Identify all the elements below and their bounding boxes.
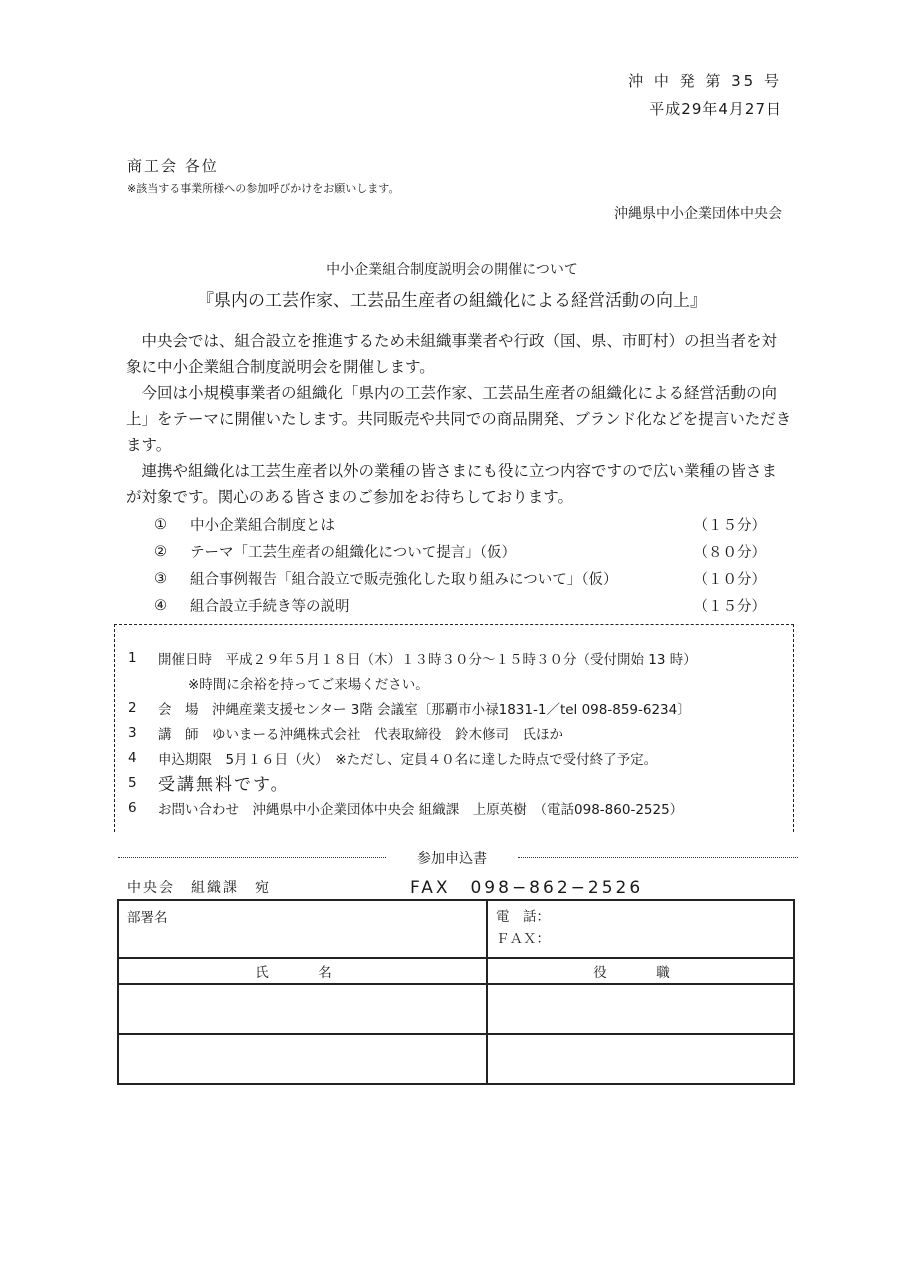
addressee: 商工会 各位 [127, 157, 219, 175]
document-number: 沖 中 発 第 35 号 [628, 72, 782, 90]
info-deadline: 申込期限 5月１６日（火） ※ただし、定員４０名に達した時点で受付終了予定。 [158, 751, 658, 768]
agenda-duration: （１０分） [693, 572, 766, 588]
agenda-number: ① [154, 516, 167, 533]
dept-field[interactable] [118, 900, 487, 958]
info-number: 2 [128, 699, 137, 716]
info-number: 3 [128, 724, 137, 741]
agenda-text: 中小企業組合制度とは [190, 518, 335, 534]
agenda-item [154, 565, 766, 592]
agenda-duration: （１５分） [693, 599, 766, 615]
document-subtitle: 『県内の工芸作家、工芸品生産者の組織化による経営活動の向上』 [197, 291, 707, 311]
agenda-text: 組合事例報告「組合設立で販売強化した取り組みについて」（仮） [190, 572, 618, 588]
info-number: 4 [128, 749, 137, 766]
fax-number: FAX 098−862−2526 [410, 878, 644, 898]
info-row [128, 645, 697, 670]
application-form [117, 899, 795, 1085]
form-title: 参加申込書 [417, 851, 487, 867]
name-header: 氏 名 [118, 958, 487, 984]
form-recipient: 中央会 組織課 宛 [127, 880, 271, 896]
info-row [128, 720, 697, 745]
event-info-list [128, 645, 697, 820]
form-entry-row [118, 1034, 794, 1084]
agenda-number: ② [154, 543, 167, 560]
info-number: 6 [128, 799, 137, 816]
info-row [128, 695, 697, 720]
position-header: 役 職 [487, 958, 794, 984]
form-entry-row [118, 984, 794, 1034]
agenda-item [154, 511, 766, 538]
info-datetime-note: ※時間に余裕を持ってご来場ください。 [188, 676, 429, 693]
agenda-text: テーマ「工芸生産者の組織化について提言」（仮） [190, 545, 516, 561]
info-contact: お問い合わせ 沖縄県中小企業団体中央会 組織課 上原英樹 （電話098-860-2525） [158, 801, 684, 818]
info-number: 1 [128, 649, 137, 666]
fax-label: ＦＡＸ： [496, 931, 550, 947]
body-paragraph: 今回は小規模事業者の組織化「県内の工芸作家、工芸品生産者の組織化による経営活動の向上」をテーマに開催いたします。共同販売や共同での商品開発、ブランド化などを提言いただきます。 [126, 384, 792, 454]
position-input-cell[interactable] [487, 984, 794, 1034]
agenda-item [154, 592, 766, 619]
body-paragraph: 連携や組織化は工芸生産者以外の業種の皆さまにも役に立つ内容ですので広い業種の皆さまが対象です。関心のある皆さまのご参加をお待ちしております。 [126, 462, 778, 506]
contact-field[interactable] [487, 900, 794, 958]
agenda-item [154, 538, 766, 565]
sender: 沖縄県中小企業団体中央会 [614, 206, 782, 222]
info-row [128, 770, 697, 795]
body-paragraph: 中央会では、組合設立を推進するため未組織事業者や行政（国、県、市町村）の担当者を対象に中小企業組合制度説明会を開催します。 [126, 332, 778, 376]
agenda-number: ④ [154, 597, 167, 614]
body-text [126, 328, 792, 510]
agenda-number: ③ [154, 570, 167, 587]
form-header-row [118, 958, 794, 984]
position-input-cell[interactable] [487, 1034, 794, 1084]
agenda-duration: （１５分） [693, 518, 766, 534]
agenda-list [154, 511, 766, 619]
document-title: 中小企業組合制度説明会の開催について [326, 262, 578, 278]
info-row [128, 745, 697, 770]
addressee-note: ※該当する事業所様への参加呼びかけをお願いします。 [127, 182, 400, 195]
agenda-text: 組合設立手続き等の説明 [190, 599, 350, 615]
info-row [128, 670, 697, 695]
info-datetime: 開催日時 平成２９年５月１８日（木）１３時３０分～１５時３０分（受付開始 13 時） [158, 651, 697, 668]
agenda-duration: （８０分） [693, 545, 766, 561]
info-row [128, 795, 697, 820]
dept-label: 部署名 [127, 910, 168, 926]
form-row [118, 900, 794, 958]
name-input-cell[interactable] [118, 984, 487, 1034]
info-lecturer: 講 師 ゆいまーる沖縄株式会社 代表取締役 鈴木修司 氏ほか [158, 726, 563, 743]
name-input-cell[interactable] [118, 1034, 487, 1084]
document-date: 平成29年4月27日 [649, 100, 782, 118]
info-number: 5 [128, 774, 137, 791]
tel-label: 電 話： [496, 909, 550, 925]
info-fee: 受講無料です。 [158, 775, 290, 795]
info-venue: 会 場 沖縄産業支援センター 3階 会議室〔那覇市小禄1831-1／tel 098-859-6234〕 [158, 701, 691, 718]
